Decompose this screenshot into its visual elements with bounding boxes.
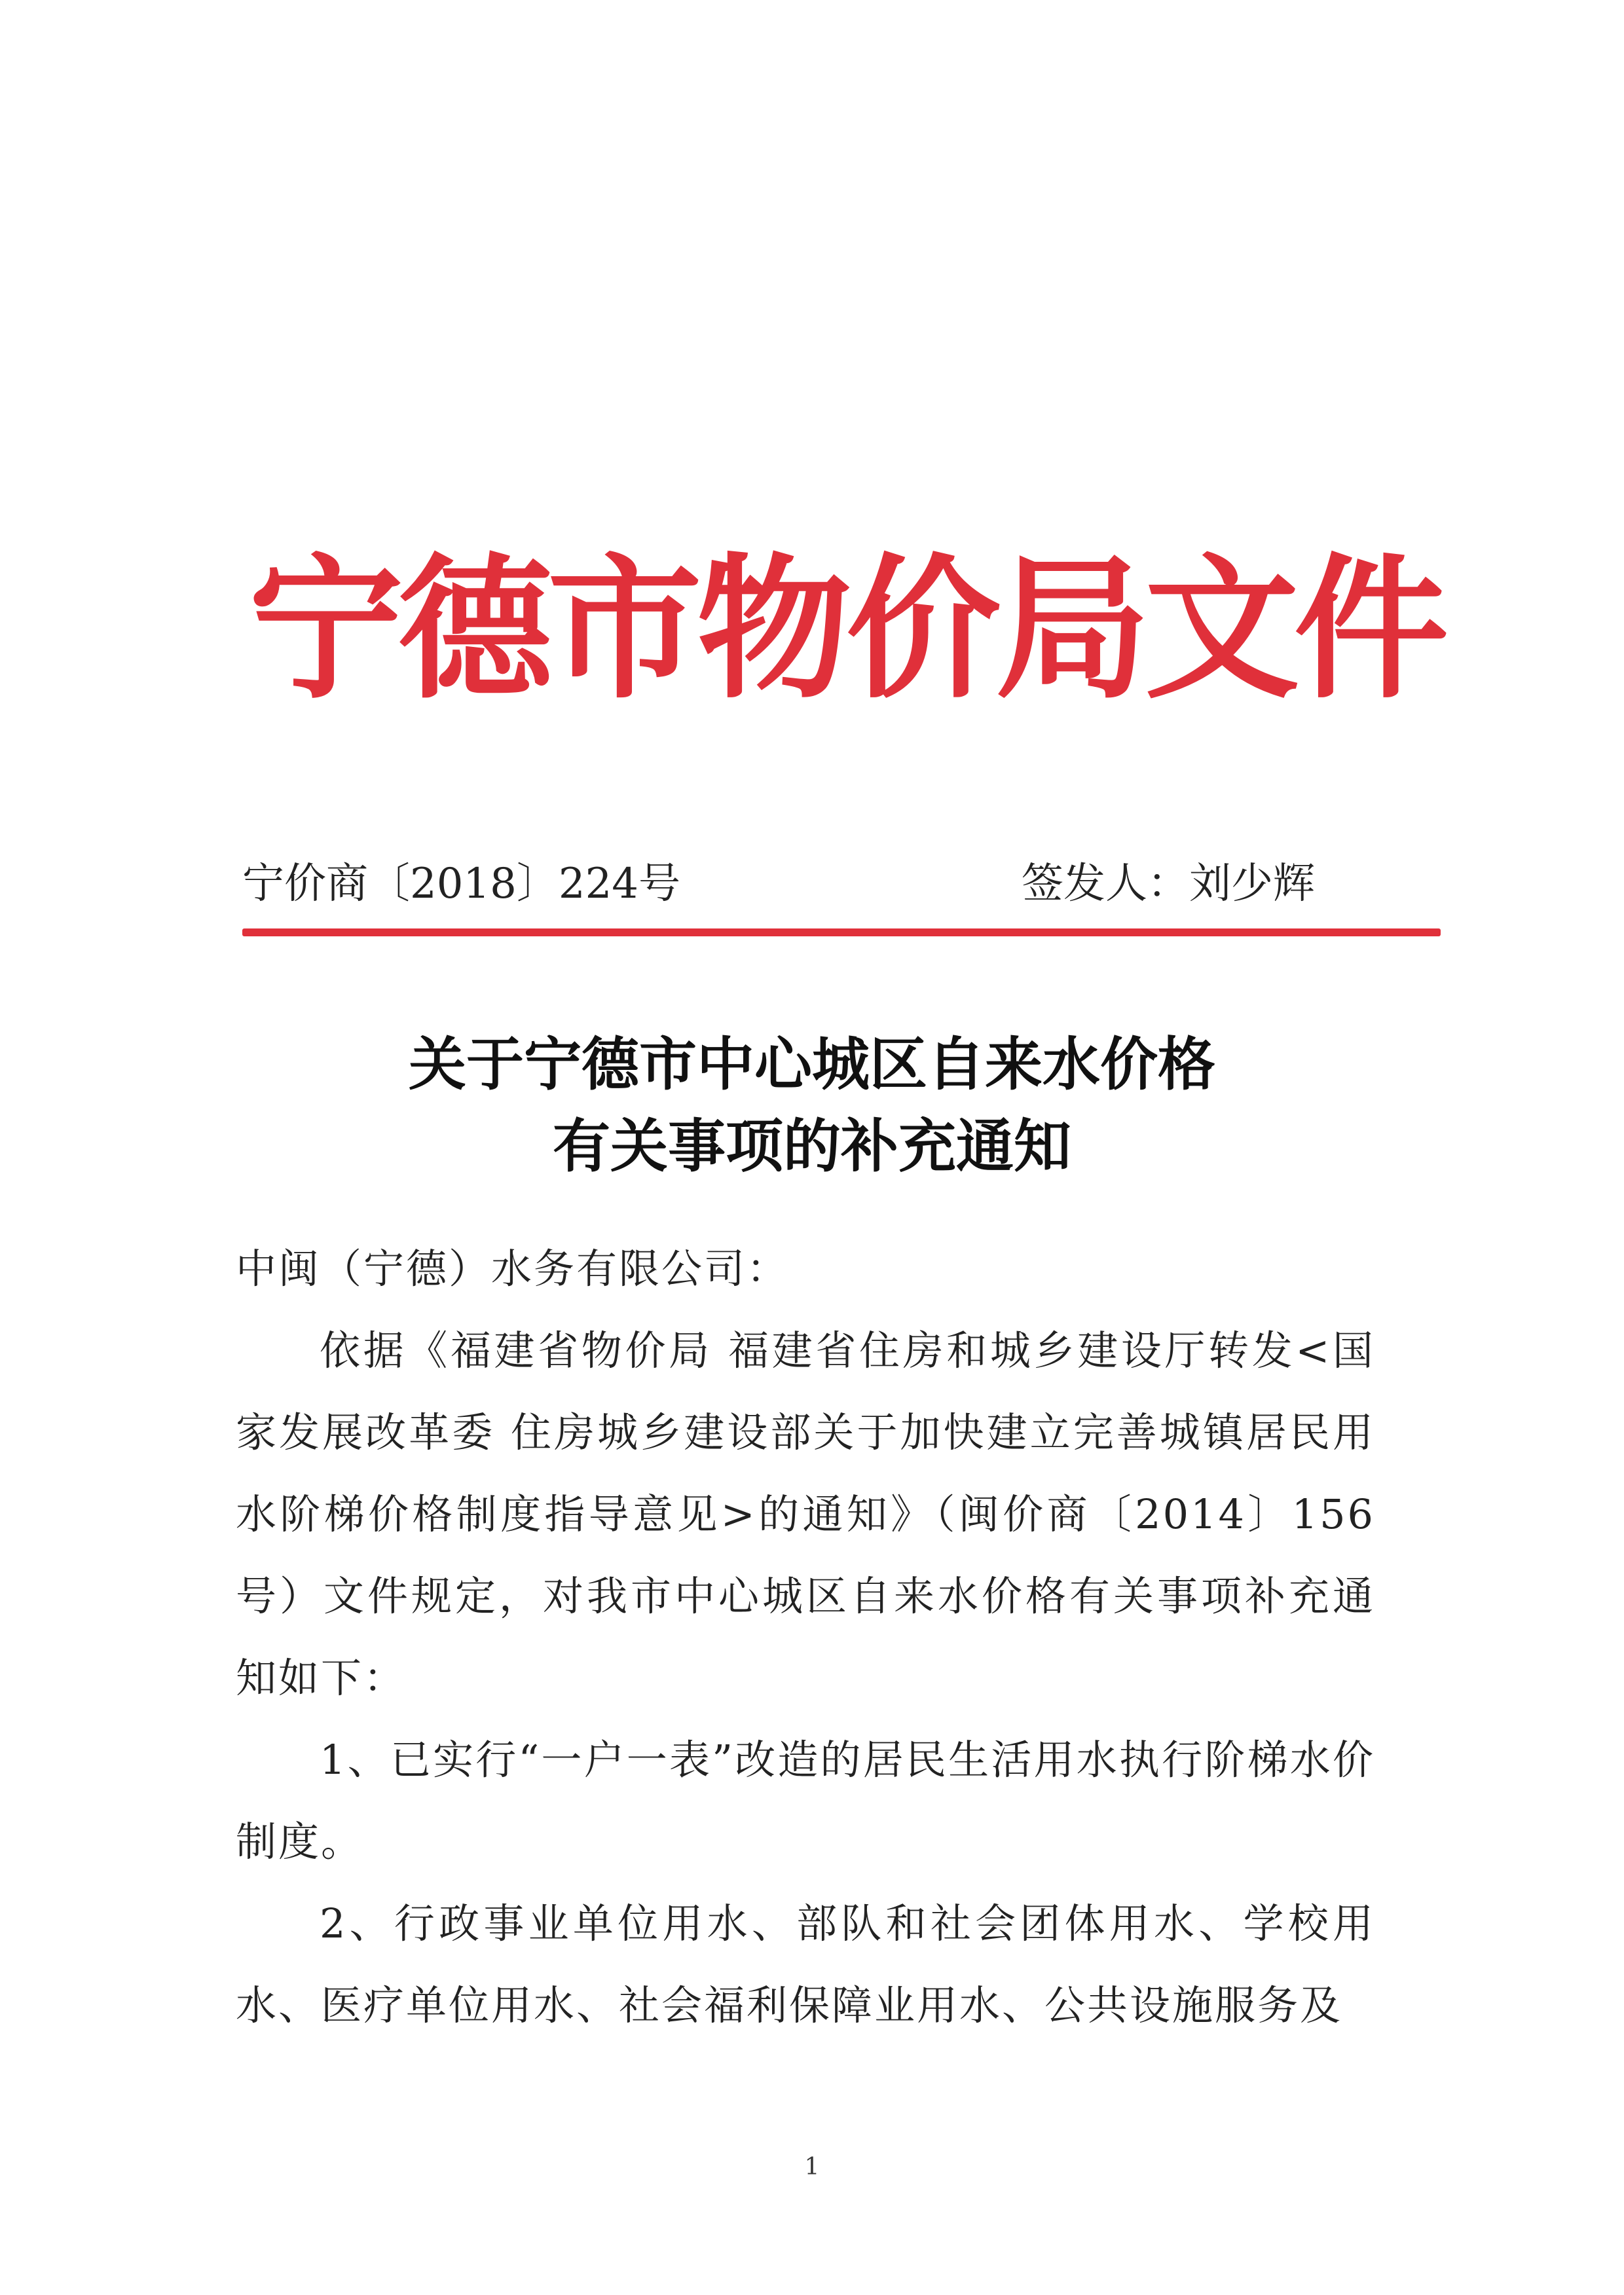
document-title-line-2: 有关事项的补充通知 [552,1112,1071,1180]
paragraph-item-2: 2、行政事业单位用水、部队和社会团体用水、学校用水、医疗单位用水、社会福利保障业用水、公共设施服务及 [236,1900,1375,2029]
document-title-line-1: 关于宁德市中心城区自来水价格 [408,1030,1215,1098]
red-divider [242,928,1441,936]
issuer-header: 宁德市物价局文件 [249,538,1444,720]
signer: 签发人：刘少辉 [1022,860,1315,908]
document-body [236,1228,1375,2046]
page-number: 1 [804,2154,820,2180]
paragraph-item-1: 1、已实行“一户一表”改造的居民生活用水执行阶梯水价制度。 [236,1736,1375,1865]
document-number: 宁价商〔2018〕224号 [242,860,681,908]
paragraph-basis: 依据《福建省物价局 福建省住房和城乡建设厅转发<国家发展改革委 住房城乡建设部关于加快建立完善城镇居民用水阶梯价格制度指导意见>的通知》（闽价商〔2014〕156号）文件规定，对我市中心城区自来水价格有关事项补充通知如下： [236,1327,1375,1702]
recipient-line: 中闽（宁德）水务有限公司： [236,1245,790,1293]
